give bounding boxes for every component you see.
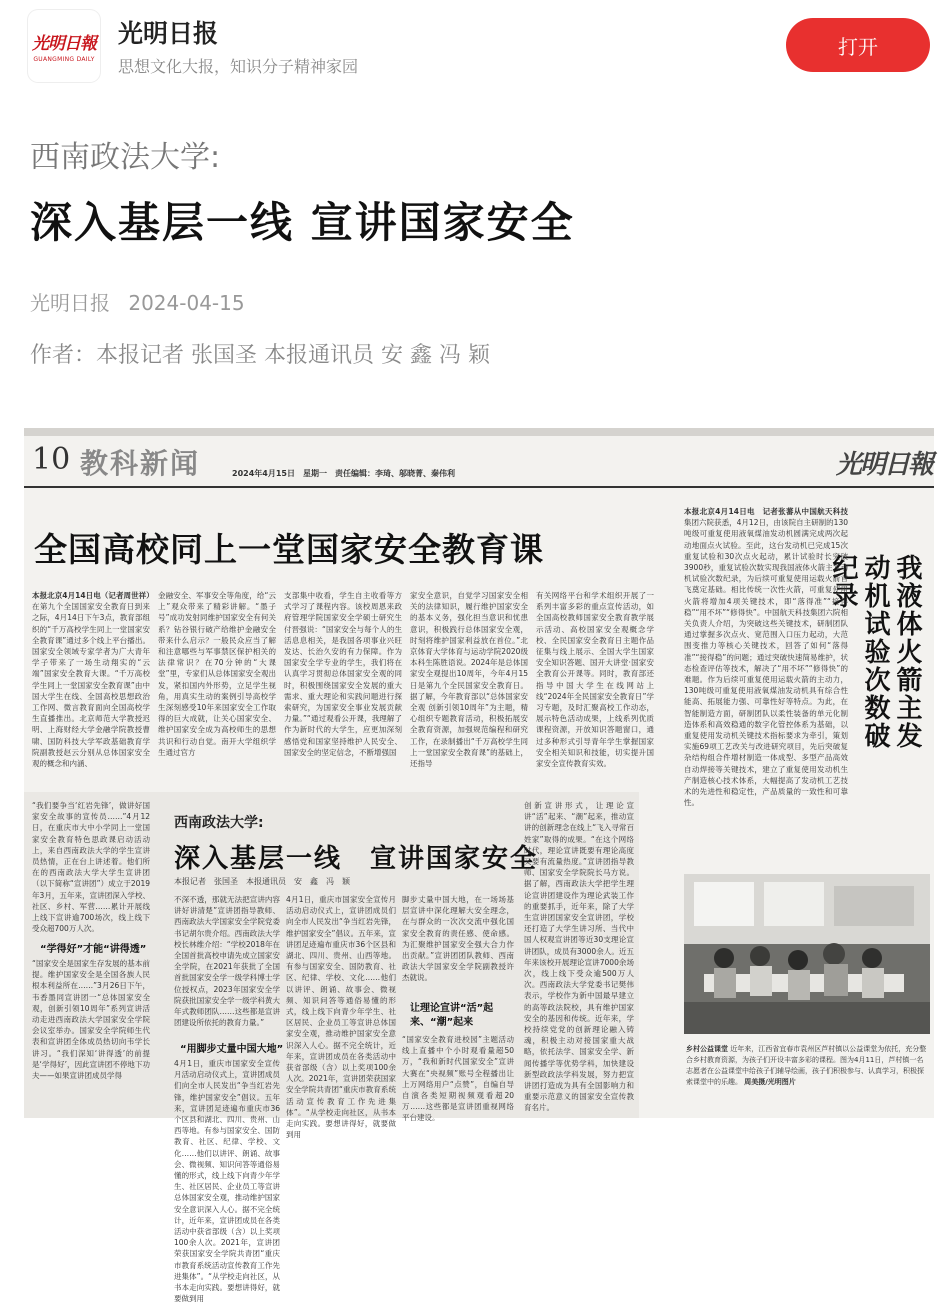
page-header-rule: [24, 486, 934, 488]
page-number: 10: [32, 442, 71, 477]
article-title: 深入基层一线 宣讲国家安全: [30, 198, 575, 247]
main-story-col3: 支部集中收看，学生自主收看等方式学习了课程内容。该校周恩来政府管理学院国家安全学硕士研究生付晋强说：“国家安全与每个人的生活息息相关，是我国各项事业兴旺发达、长治久安的有力保障。作为国家安全学专业的学生，我们将在认真学习贯彻总体国家安全观的同时，积极围绕国家安全发展的重大需求、重大理论和实践问题进行探索研究，为国家安全事业发展贡献力量。”“通过观看公开课，我理解了作为新时代的大学生，应更加深刻感悟党和国家坚持维护人民安全、国家安全的坚定信念，不断增强国: [284, 591, 402, 757]
box-subhead-1: “学得好”才能“讲得透”: [40, 944, 147, 955]
main-story-col2: 金融安全、军事安全等角度，给“云上”观众带来了精彩讲解。“墨子号”成功发射同维护国家安全有何关系？钻谷银行破产给维护金融安全带来什么启示？一般民众应当了解和注意哪些与军事禁区保护相关的法律常识？在70分钟的“大课堂”里，专家们从总体国家安全观出发，紧扣国内外形势，立足学生视角，用真实生动的案例引导高校学生深刻感受10年来国家安全工作取得的巨大成就，让关心国家安全、维护国家安全成为高校师生的思想共识和行动自觉。南开大学组织学生通过官方: [158, 591, 276, 757]
article-kicker: 西南政法大学:: [30, 140, 221, 175]
box-text-1: “国家安全是国家生存发展的基本前提。维护国家安全是全国各族人民根本利益所在……”3月26日下午，韦香墨同宣讲团一“总体国家安全观，创新引领10周年”系列宣讲活动走进西南政法大学国家安全学院会议室举办。国家安全学院师生代表和宣讲团全体成员热切向韦学长讲习。“我们深知‘讲得透’的前提是‘学得好’，因此宣讲团不停地下功夫——如果宣讲团成员学得: [32, 959, 150, 1081]
box-col2c-text: 4月1日，重庆市国家安全宣传月活动启动仪式上，宣讲团成员们向全市人民发出“争当红岩先锋，维护国家安全”倡议。五年来，宣讲团足迹遍布重庆市36个区县和湖北、四川、贵州、山西等地。有参与国家安全、国防教育、社区、纪律、学校、文化……他们以讲评、朗诵、故事会、微视频、知识问答等通俗易懂的形式，线上线下向青少年学生、社区居民、企业员工等宣讲总体国家安全观，推动维护国家安全意识深入人心。据不完全统计，近年来，宣讲团成员在各类活动中获省部级（含）以上奖项100余人次。2021年，宣讲团荣获国家安全学院共青团“重庆市教育系统活动宣传教育工作先进集体”。“从学校走向社区，从书本走向实践。要想讲得好，就要做到用: [286, 895, 396, 1140]
box-col2-text: 不深不透，那就无法把宣讲内容讲好讲清楚”宣讲团指导教师、西南政法大学国家安全学院党委书记胡尔贵介绍。西南政法大学校长林维介绍：“学校2018年在全国首批高校申请先成立国家安全学院，在2021年获批了全国首批国家安全学一级学科博士学位授权点，2023年国家安全学院获批国家安全学一级学科黄大年式教师团队……这些都是宣讲团建设所依托的教育力量。”: [174, 895, 280, 1028]
caption-text: 近年来，江西省宜春市袁州区芦村镇以公益课堂为依托，充分整合乡村教育资源，为孩子们开设丰富多彩的课程。图为4月11日，芦村镇一名志愿者在公益课堂中给孩子们辅导绘画，孩子们积极参与、认真学习，积极探索课堂中的乐趣。: [686, 1045, 927, 1086]
caption-credit: 周美摄/光明图片: [744, 1078, 796, 1086]
article-source: 光明日报: [30, 291, 110, 315]
rocket-story-title: 我液体火箭主发动机试验次数破纪录: [828, 554, 922, 750]
classroom-photo-illustration: [684, 874, 930, 1034]
box-kicker: 西南政法大学:: [174, 815, 264, 831]
app-logo-sub: GUANGMING DAILY: [33, 56, 95, 63]
box-subhead-3: 让理论宣讲“活”起来、“潮”起来: [410, 1003, 494, 1028]
main-headline: 全国高校同上一堂国家安全教育课: [34, 530, 544, 569]
photo-caption: [686, 1044, 930, 1088]
main-story-col4: 家安全意识，自觉学习国家安全相关的法律知识，履行维护国家安全的基本义务，强化担当意识和忧患意识，积极践行总体国家安全观，时刻将维护国家利益放在首位。”北京体育大学体育与运动学院2020级本科生陈胜语说。2024年是总体国家安全观提出10周年，今年4月15日是第九个全民国家安全教育日。据了解，今年教育部以“总体国家安全观 创新引领10周年”为主题，精心组织专题教育活动，积极拓展安全教育资源，加强规范编程和研究工作，在录制播出“千万高校学生同上一堂国家安全教育课”的基础上，还指导: [410, 591, 528, 769]
newspaper-page-image[interactable]: [24, 428, 934, 1304]
box-headline: 深入基层一线 宣讲国家安全: [174, 844, 539, 874]
page-top-rule: [24, 428, 934, 436]
page-date-line: 2024年4月15日 星期一 责任编辑：李琦、邬晓菁、秦伟利: [232, 469, 455, 478]
article-date: 2024-04-15: [128, 291, 245, 315]
box-subhead-2: “用脚步丈量中国大地”: [180, 1044, 284, 1055]
article-meta: [30, 287, 257, 316]
app-slogan: 思想文化大报，知识分子精神家园: [118, 57, 359, 76]
box-col3b-text: “国家安全教育进校园”主题活动线上直播中个小时观看量超50万，“我和新时代国家安全”宣讲大赛在“央视频”账号全程播出让上万网络用户“点赞”，自编自导自演各类短期视频观看超20万……这些都是宣讲团重视网络平台建设。: [402, 1035, 514, 1123]
app-header: [0, 0, 952, 90]
open-app-button[interactable]: 打开: [786, 18, 930, 72]
box-lead-text: “我们要争当‘红岩先锋’，做讲好国家安全故事的宣传员……”4月12日，在重庆市大中小学同上一堂国家安全教育特色思政课启动活动上，来自西南政法大学的学生宣讲员热情，正在台上讲述着。他们所在的西南政法大学大学生宣讲团（以下简称“宣讲团”）成立于2019年3月，五年来，宣讲团深入学校、社区、乡村、军营……累计开展线上线下宣讲逾700场次，线上线下受众超700万人次。: [32, 801, 150, 934]
classroom-photo: [684, 874, 930, 1034]
section-name: 教科新闻: [80, 447, 201, 480]
app-logo-mark: 光明日報: [32, 34, 96, 54]
app-name: 光明日报: [118, 19, 219, 48]
article-authors: 作者：本报记者 张国圣 本报通讯员 安 鑫 冯 颖: [30, 343, 490, 368]
main-story-col1: 本报北京4月14日电（记者周世祥）在第九个全国国家安全教育日到来之际，4月14日下午3点，教育部组织的“千万高校学生同上一堂国家安全教育课”通过多个线上平台播出。国家安全领域专家学者为广大青年学子带来了一场生动翔实的“云端”国家安全教育大课。“千万高校学生同上一堂国家安全教育课”由中国大学生在线、全国高校思想政治工作网、微言教育面向全国高校学生直播推出。北京师范大学教授迟明、上海财经大学金融学院教授曹啸、国防科技大学军政基础教育学院副教授赵云分别从总体国家安全观的概念和内涵、: [32, 591, 150, 769]
box-col4-text: 创新宣讲形式，让理论宣讲“活”起来、“潮”起来，推动宣讲的创新理念在线上“飞入寻常百姓家”取得的成果。“在这个网络时代，理论宣讲既要有理论高度又要有流量热度。”宣讲团指导教师、国家安全学院院长马方说。据了解，西南政法大学把学生理论宣讲团建设作为理论武装工作的重要抓手，近年来，除了大学生宣讲团国家安全宣讲团，学校还打造了大学生讲习所、当代中国人权观宣讲团等近30支理论宣讲团队，成员有3000余人。近五年来该校开展理论宣讲7000余场次，线上线下受众逾500万人次。西南政法大学党委书记樊伟表示，学校作为新中国最早建立的高等政法院校，具有维护国家安全的基因和传统。近年来，学校持续党党的创新理论融入铸魂，积极主动对接国家重大战略，依托法学、国家安全学、新闻传播学等优势学科，加快建设新型政政法学科发展，努力把宣讲团打造成为具有全国影响力和重要示范意义的国家安全宣传教育名片。: [524, 801, 634, 1113]
box-col3-text: 脚步丈量中国大地，在一场场基层宣讲中深化理解大安全理念，在与群众的一次次交流中强化国家安全教育的责任感、使命感。为汇聚维护国家安全强大合力作出贡献。”宣讲团团队教师、西南政法大学国家安全学院副教授许杰就说。: [402, 895, 514, 983]
rocket-story-text: 本报北京4月14日电 记者张蕃从中国航天科技集团六院获悉，4月12日，由该院自主研制的130吨级可重复使用液氧煤油发动机圆满完成两次起动地面点火试验。至此，这台发动机已完成15次重复试验和30次点火起动，累计试验时长突破3900秒，重复试验次数实现我国液体火箭主发动机试验次数纪录，为后续可重复使用运载火箭首飞奠定基础。相比传统一次性火箭，可重复使用火箭将增加4项关键技术，即“落得准”“接得稳”“用不坏”“修得快”。中国航天科技集团六院相关负责人介绍，为突破这些关键技术，研制团队通过掌握多次点火、宽范围入口压力起动，大范围变推力等核心关键技术，回答了如何“落得准”“接得稳”的问题；通过突破快速简易维护，状态检查评估等技术，解决了“用不坏”“修得快”的难题。作为后续可重复使用运载火箭的主动力，130吨级可重复使用液氧煤油发动机具有综合性能高、拓展能力强、可靠性好等特点。为此，在智能制造方面，研制团队以柔性装备的单元化制造体系和高效稳通的数字化管控体系为基础，以重复使用发动机关键技术指标要求为牵引，策划实施69项工艺改关与改进研究项目，先后突破复杂结构组合件增材制造一体成型、多型产品高效自动焊接等关键技术，建立了重复使用发动机生产制造核心技术体系，大幅提高了发动机工艺技术的先进性和稳定性，产品质量的一致性和可靠性。: [684, 507, 848, 808]
main-story-col5: 有关网络平台和学术组织开展了一系列丰富多彩的重点宣传活动，如全国高校教师国家安全教育教学展示活动、高校国家安全观概念学校、全民国家安全教育日主题作品征集与线上展示、全国大学生国家安全知识答题、国开大讲堂·国家安全教育公开课等。同时，教育部还指导中国大学生在线网站上线“2024年全民国家安全教育日”学习专题，及时汇聚高校工作动态，展示特色活动成果，上线系列优质课程资源，开放知识答题窗口，通过多种形式引导青年学生掌握国家安全相关知识和技能，切实提升国家安全宣传教育实效。: [536, 591, 654, 769]
caption-title: 乡村公益课堂: [686, 1045, 728, 1053]
box-byline: 本报记者 张国圣 本报通讯员 安 鑫 冯 颖: [174, 877, 350, 886]
box-col2b-text: 4月1日，重庆市国家安全宣传月活动启动仪式上，宣讲团成员们向全市人民发出“争当红岩先锋，维护国家安全”倡议。五年来，宣讲团足迹遍布重庆市36个区县和湖北、四川、贵州、山西等地。有参与国家安全、国防教育、社区、纪律、学校、文化……他们以讲评、朗诵、故事会、微视频、知识问答等通俗易懂的形式，线上线下向青少年学生、社区居民、企业员工等宣讲总体国家安全观，推动维护国家安全意识深入人心。据不完全统计，近年来，宣讲团成员在各类活动中获省部级（含）以上奖项100余人次。2021年，宣讲团荣获国家安全学院共青团“重庆市教育系统活动宣传教育工作先进集体”。“从学校走向社区，从书本走向实践。要想讲得好，就要做到用: [174, 1059, 280, 1304]
page-masthead: 光明日報: [836, 450, 933, 480]
app-logo[interactable]: [28, 10, 100, 82]
